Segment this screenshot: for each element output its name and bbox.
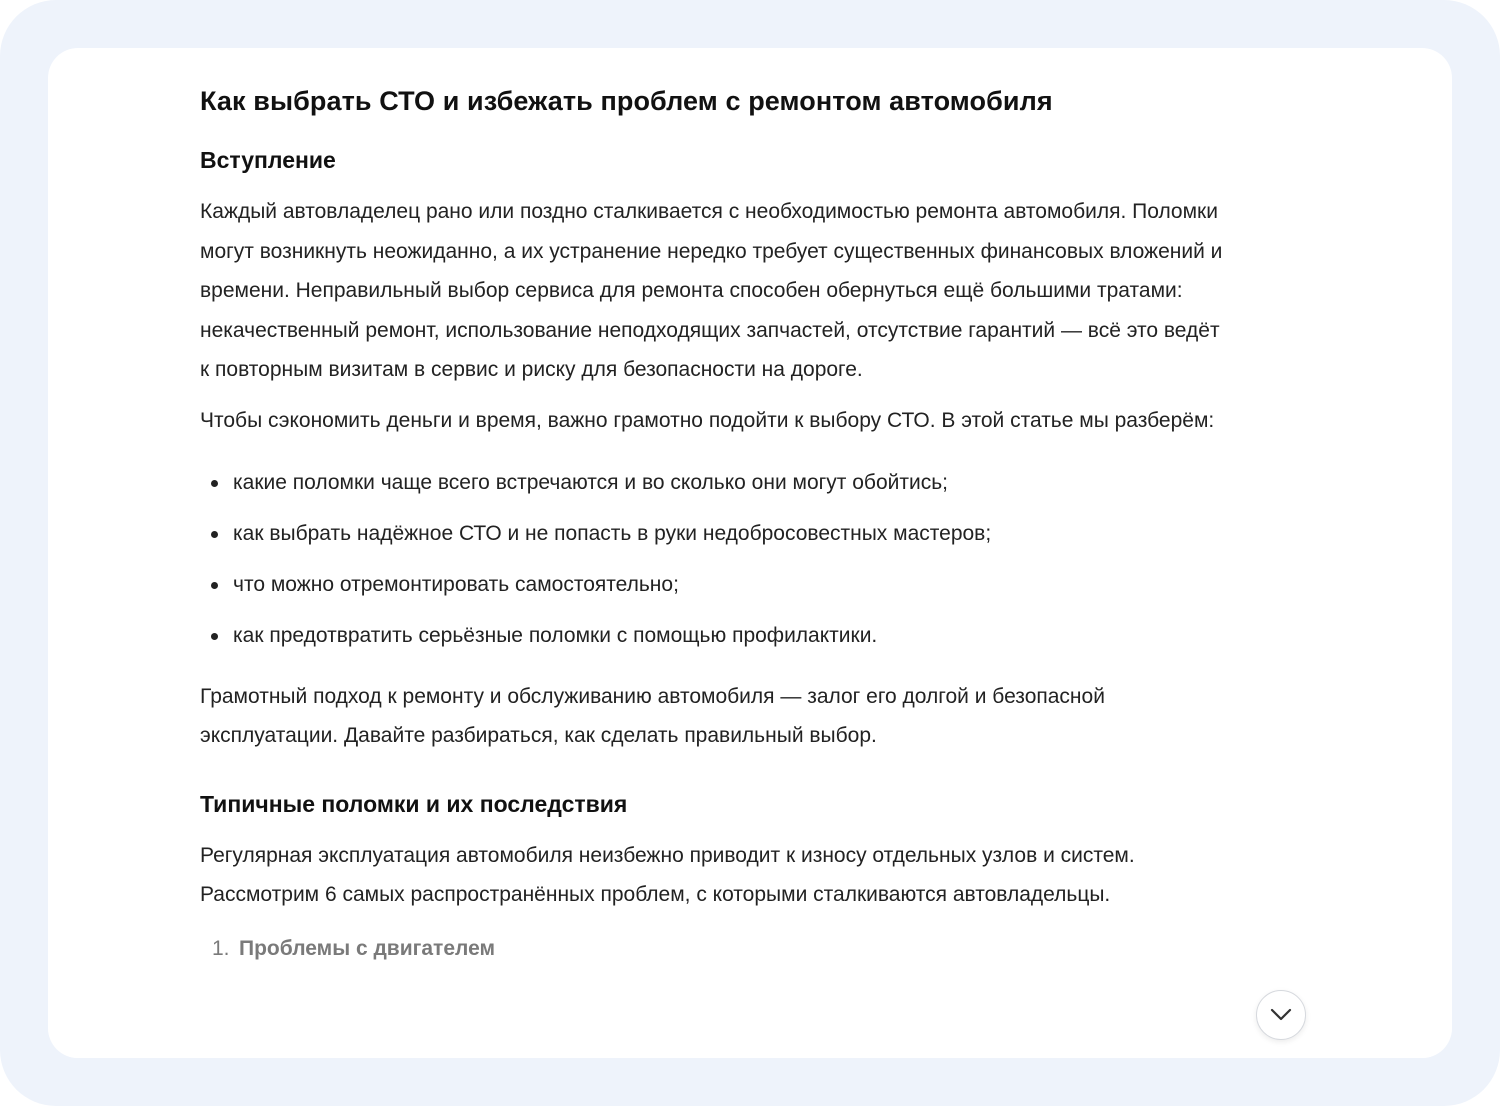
section-heading-intro: Вступление <box>200 147 336 173</box>
intro-paragraph-2: Чтобы сэкономить деньги и время, важно грамотно подойти к выбору СТО. В этой статье мы разберём: <box>200 408 1215 432</box>
list-item <box>200 508 1230 559</box>
article <box>200 76 1230 967</box>
list-item-text: как выбрать надёжное СТО и не попасть в руки недобросовестных мастеров; <box>233 521 992 545</box>
bullet-icon <box>211 531 218 538</box>
bullet-icon <box>211 582 218 589</box>
list-item-text: Проблемы с двигателем <box>239 936 496 960</box>
article-title: Как выбрать СТО и избежать проблем с ремонтом автомобиля <box>200 86 1053 116</box>
breakdowns-paragraph-1: Регулярная эксплуатация автомобиля неизбежно приводит к износу отдельных узлов и систем. Рассмотрим 6 самых распространённых проблем, с которыми сталкиваются автовладельцы. <box>200 843 1135 907</box>
scroll-down-button[interactable] <box>1256 990 1306 1040</box>
intro-bullet-list <box>200 457 1230 661</box>
list-item-text: какие поломки чаще всего встречаются и во сколько они могут обойтись; <box>233 470 948 494</box>
bullet-icon <box>211 480 218 487</box>
list-item-text: что можно отремонтировать самостоятельно; <box>233 572 679 596</box>
bullet-icon <box>211 633 218 640</box>
list-item <box>200 610 1230 661</box>
intro-paragraph-1: Каждый автовладелец рано или поздно сталкивается с необходимостью ремонта автомобиля. Поломки могут возникнуть неожиданно, а их устранение нередко требует существенных финансовых вложений и времени. Неправильный выбор сервиса для ремонта способен обернуться ещё большими тратами: некачественный ремонт, использование неподходящих запчастей, отсутствие гарантий — всё это ведёт к повторным визитам в сервис и риску для безопасности на дороге. <box>200 200 1223 382</box>
chevron-down-icon <box>1270 1008 1292 1022</box>
section-heading-breakdowns: Типичные поломки и их последствия <box>200 790 628 817</box>
chat-message-panel <box>48 48 1452 1058</box>
list-item-text: как предотвратить серьёзные поломки с помощью профилактики. <box>233 623 878 647</box>
intro-paragraph-3: Грамотный подход к ремонту и обслуживанию автомобиля — залог его долгой и безопасной эксплуатации. Давайте разбираться, как сделать правильный выбор. <box>200 684 1105 748</box>
numbered-list-item <box>200 931 1230 967</box>
list-item <box>200 559 1230 610</box>
list-item-number: 1. <box>212 936 230 960</box>
list-item <box>200 457 1230 508</box>
content-fade-overlay <box>48 988 1452 1058</box>
